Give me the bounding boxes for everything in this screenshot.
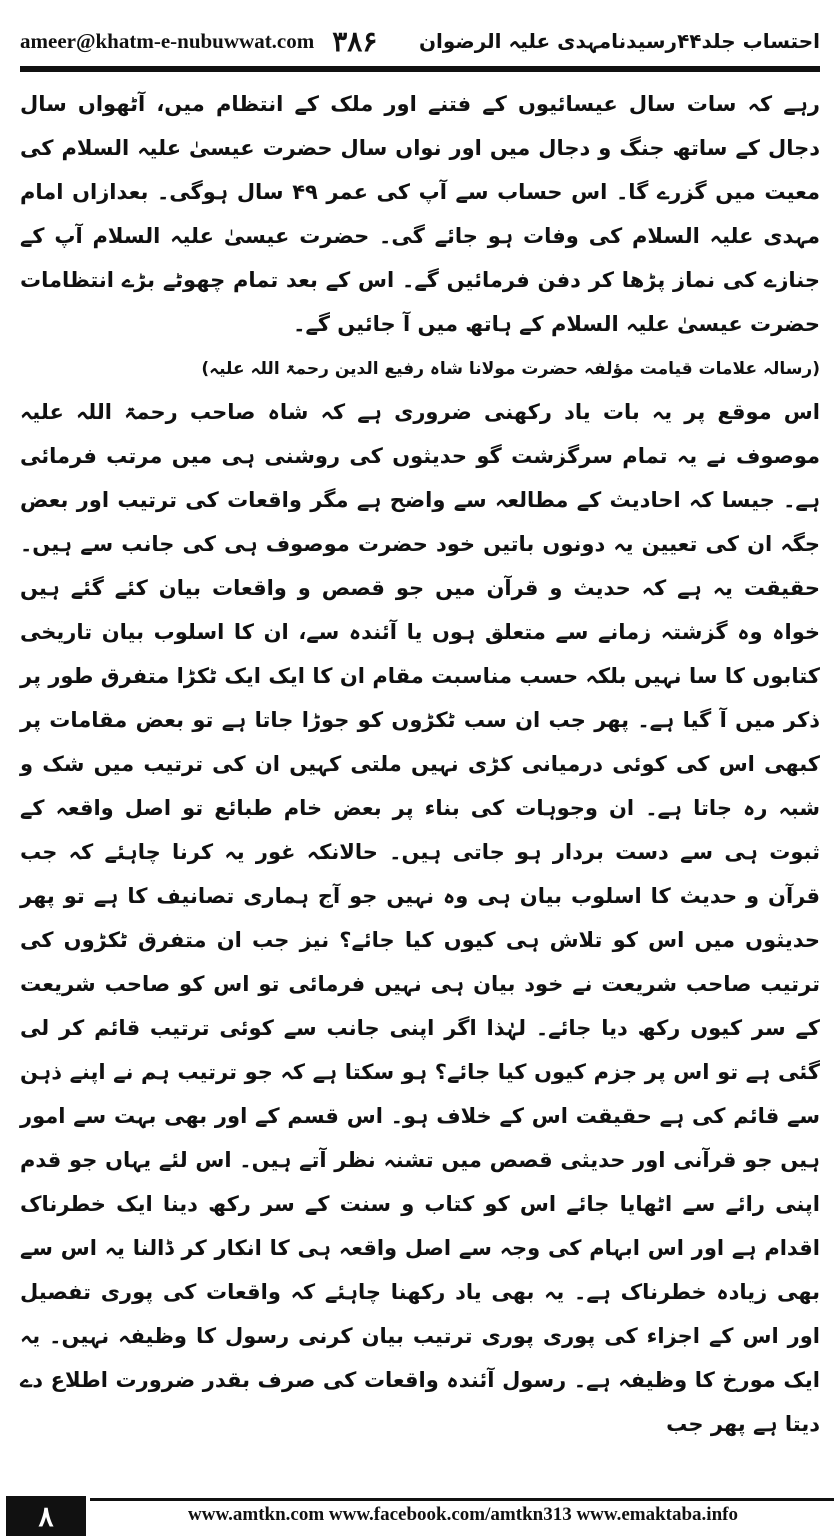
page-footer bbox=[0, 1496, 840, 1536]
footer-page-box: ۸ bbox=[6, 1496, 86, 1536]
page-header bbox=[20, 18, 820, 64]
page-number: ۳۸۶ bbox=[332, 24, 378, 58]
footer-rule bbox=[90, 1498, 834, 1501]
footer-links: www.amtkn.com www.facebook.com/amtkn313 www.emaktaba.info bbox=[188, 1504, 738, 1525]
paragraph: رہے کہ سات سال عیسائیوں کے فتنے اور ملک کے انتظام میں، آٹھواں سال دجال کے ساتھ جنگ و دجال میں اور نواں سال حضرت عیسیٰ علیہ السلام کی معیت میں گزرے گا۔ اس حساب سے آپ کی عمر ۴۹ سال ہوگی۔ بعدازاں امام مہدی علیہ السلام کی وفات ہو جائے گی۔ حضرت عیسیٰ علیہ السلام آپ کے جنازے کی نماز پڑھا کر دفن فرمائیں گے۔ اس کے بعد تمام چھوٹے بڑے انتظامات حضرت عیسیٰ علیہ السلام کے ہاتھ میں آ جائیں گے۔ bbox=[20, 92, 820, 336]
header-rule bbox=[20, 66, 820, 72]
header-left-group bbox=[20, 25, 377, 58]
running-title: احتساب جلد۴۴رسیدنامہدی علیہ الرضوان bbox=[418, 29, 820, 53]
body-text bbox=[20, 82, 820, 1446]
email-address: ameer@khatm-e-nubuwwat.com bbox=[20, 28, 315, 53]
citation: (رسالہ علامات قیامت مؤلفہ حضرت مولانا شاہ رفیع الدین رحمۃ اللہ علیہ) bbox=[201, 359, 820, 379]
paragraph: اس موقع پر یہ بات یاد رکھنی ضروری ہے کہ شاہ صاحب رحمۃ اللہ علیہ موصوف نے یہ تمام سرگزشت گو حدیثوں کی روشنی ہی میں مرتب فرمائی ہے۔ جیسا کہ احادیث کے مطالعہ سے واضح ہے مگر واقعات کی ترتیب اور بعض جگہ ان کی تعیین یہ دونوں باتیں خود حضرت موصوف ہی کی جانب سے ہیں۔ حقیقت یہ ہے کہ حدیث و قرآن میں جو قصص و واقعات بیان کئے گئے ہیں خواہ وہ گزشتہ زمانے سے متعلق ہوں یا آئندہ سے، ان کا اسلوب بیان تاریخی کتابوں کا سا نہیں بلکہ حسب مناسبت مقام ان کا ایک ایک ٹکڑا متفرق طور پر ذکر میں آ گیا ہے۔ پھر جب ان سب ٹکڑوں کو جوڑا جاتا ہے تو بعض مقامات پر کبھی اس کی کوئی درمیانی کڑی نہیں ملتی کہیں ان کی ترتیب میں شک و شبہ رہ جاتا ہے۔ ان وجوہات کی بناء پر بعض خام طبائع تو اصل واقعہ کے ثبوت ہی سے دست بردار ہو جاتی ہیں۔ حالانکہ غور یہ کرنا چاہئے کہ جب قرآن و حدیث کا اسلوب بیان ہی وہ نہیں جو آج ہماری تصانیف کا ہے تو پھر حدیثوں میں اس کو تلاش ہی کیوں کیا جائے؟ نیز جب ان متفرق ٹکڑوں کی ترتیب صاحب شریعت نے خود بیان ہی نہیں فرمائی تو اس کو صاحب شریعت کے سر کیوں رکھ دیا جائے۔ لہٰذا اگر اپنی جانب سے کوئی ترتیب قائم کر لی گئی ہے تو اس پر جزم کیوں کیا جائے؟ ہو سکتا ہے کہ جو ترتیب ہم نے اپنے ذہن سے قائم کی ہے حقیقت اس کے خلاف ہو۔ اس قسم کے اور بھی بہت سے امور ہیں جو قرآنی اور حدیثی قصص میں تشنہ نظر آتے ہیں۔ اس لئے یہاں جو قدم اپنی رائے سے اٹھایا جائے اس کو کتاب و سنت کے سر رکھ دینا ایک خطرناک اقدام ہے اور اس ابہام کی وجہ سے اصل واقعہ ہی کا انکار کر ڈالنا یہ اس سے بھی زیادہ خطرناک ہے۔ یہ بھی یاد رکھنا چاہئے کہ واقعات کی پوری تفصیل اور اس کے اجزاء کی پوری پوری ترتیب بیان کرنی رسول کا وظیفہ نہیں۔ یہ ایک مورخ کا وظیفہ ہے۔ رسول آئندہ واقعات کی صرف بقدر ضرورت اطلاع دے دیتا ہے پھر جب bbox=[20, 400, 820, 1436]
